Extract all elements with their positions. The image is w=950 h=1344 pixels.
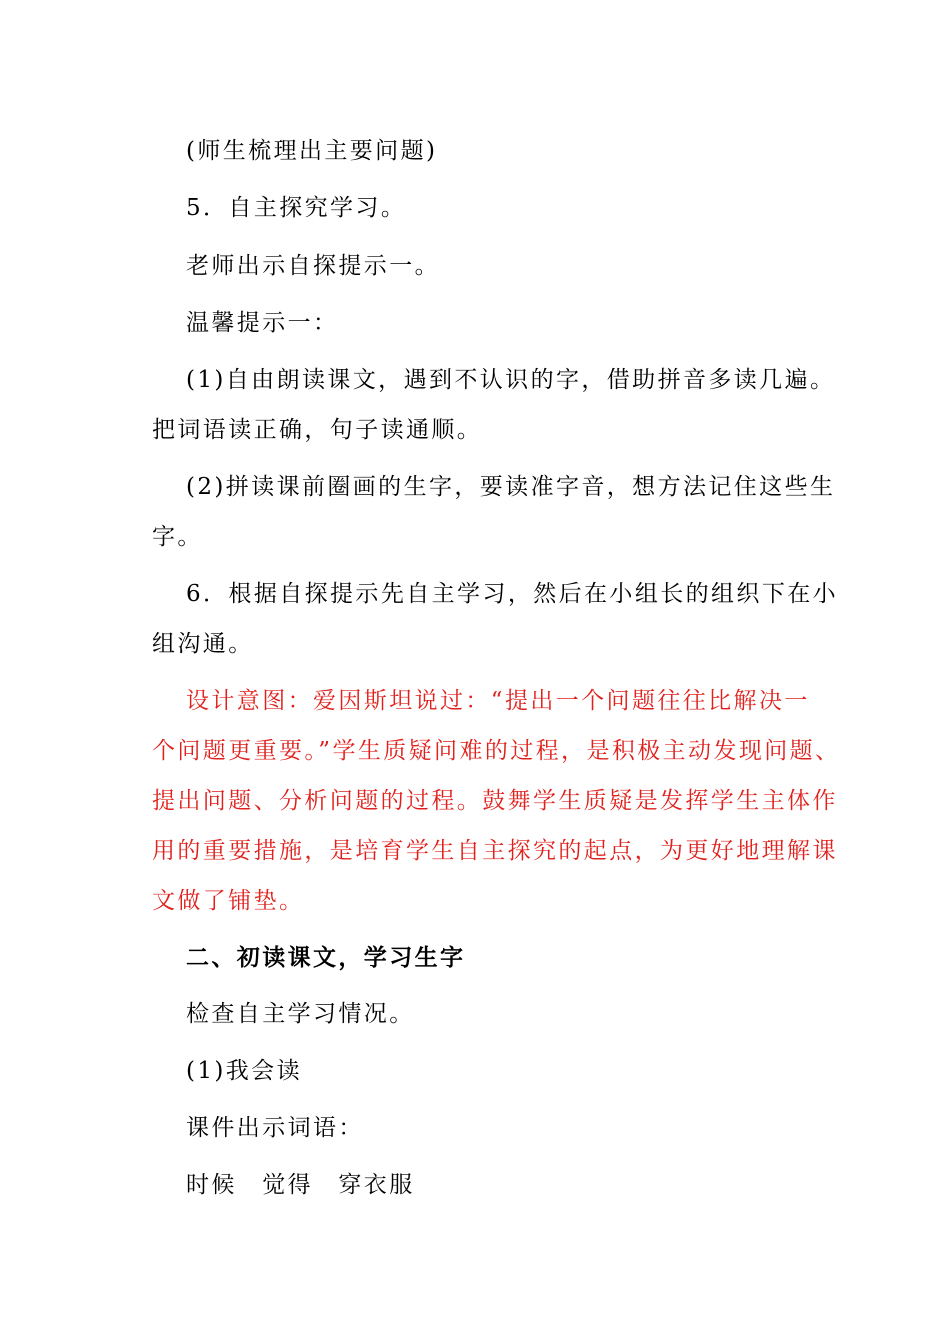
design-intent-line-2: 个问题更重要。”学生质疑问难的过程，是积极主动发现问题、 xyxy=(152,738,841,764)
design-intent-line-1: 设计意图：爱因斯坦说过：“提出一个问题往往比解决一 xyxy=(186,688,810,714)
design-intent-line-4: 用的重要措施，是培育学生自主探究的起点，为更好地理解课 xyxy=(152,838,838,864)
tip-1-item-2: (2)拼读课前圈画的生字，要读准字音，想方法记住这些生 xyxy=(186,474,836,500)
design-intent-line-5: 文做了铺垫。 xyxy=(152,888,305,914)
design-intent-line-3: 提出问题、分析问题的过程。鼓舞学生质疑是发挥学生主体作 xyxy=(152,788,838,814)
courseware-words-label: 课件出示词语： xyxy=(186,1115,364,1141)
tip-1-item-1-continued: 把词语读正确，句子读通顺。 xyxy=(152,417,483,443)
step-5-heading: 5．自主探究学习。 xyxy=(186,195,407,221)
tip-1-item-2-continued: 字。 xyxy=(152,524,203,550)
section-2-heading: 二、初读课文，学习生字 xyxy=(186,944,466,971)
self-study-check: 检查自主学习情况。 xyxy=(186,1001,415,1027)
step-6-paragraph: 6．根据自探提示先自主学习，然后在小组长的组织下在小 xyxy=(186,581,839,607)
tip-1-item-1: (1)自由朗读课文，遇到不认识的字，借助拼音多读几遍。 xyxy=(186,367,836,393)
vocabulary-words: 时候 觉得 穿衣服 xyxy=(186,1172,415,1198)
teacher-student-note: (师生梳理出主要问题) xyxy=(186,138,438,164)
tip-1-title: 温馨提示一： xyxy=(186,310,339,336)
i-can-read-label: (1)我会读 xyxy=(186,1058,302,1084)
step-6-paragraph-continued: 组沟通。 xyxy=(152,631,254,657)
prompt-intro: 老师出示自探提示一。 xyxy=(186,253,440,279)
